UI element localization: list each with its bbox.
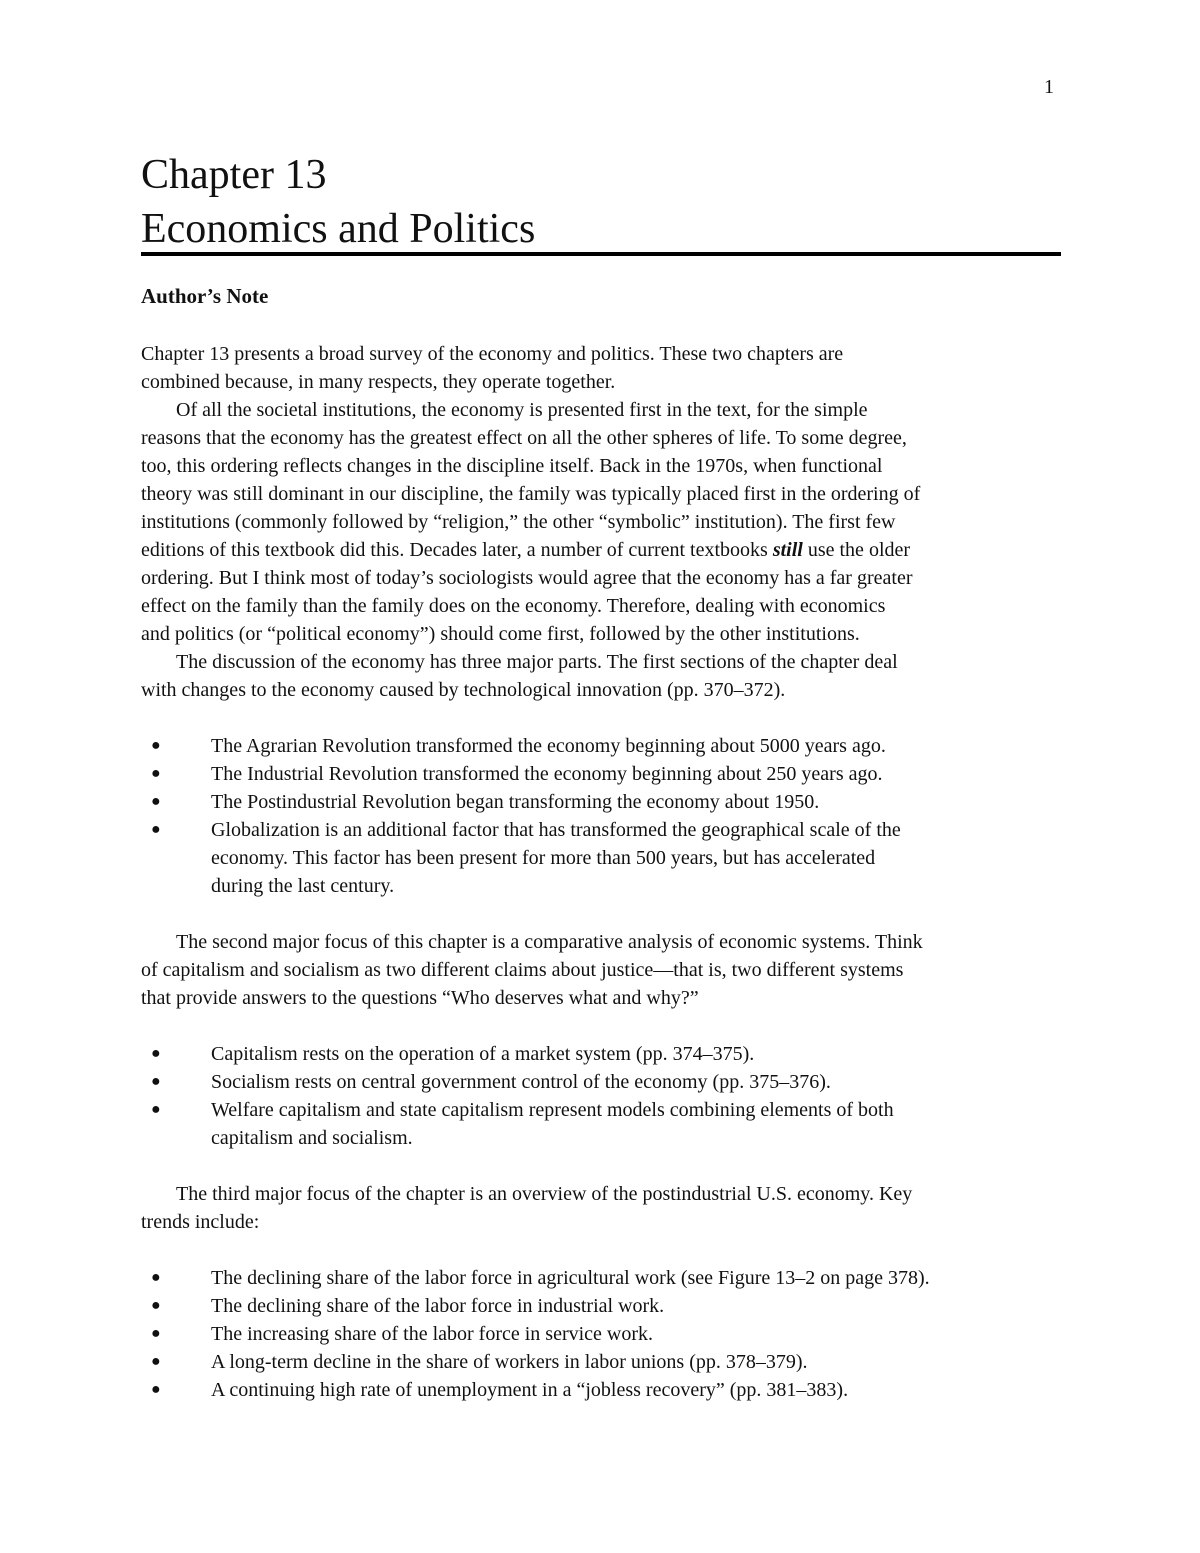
title-rule <box>141 252 1061 256</box>
text-line: The declining share of the labor force in agricultural work (see Figure 13–2 on page 378). <box>211 1267 930 1289</box>
bullet-icon: ● <box>151 1073 161 1090</box>
text-line: Welfare capitalism and state capitalism represent models combining elements of both <box>211 1099 894 1121</box>
body-text <box>141 340 1071 1404</box>
text-line: The declining share of the labor force in industrial work. <box>211 1295 665 1317</box>
list-item <box>141 1376 1071 1404</box>
bullet-icon: ● <box>151 1297 161 1314</box>
text-line: A long-term decline in the share of workers in labor unions (pp. 378–379). <box>211 1351 808 1373</box>
bullet-icon: ● <box>151 1045 161 1062</box>
bullet-list <box>141 1040 1071 1152</box>
text-line <box>141 536 1071 564</box>
chapter-name: Economics and Politics <box>141 206 536 252</box>
list-item <box>141 1264 1071 1292</box>
text-line: institutions (commonly followed by “religion,” the other “symbolic” institution). The first few <box>141 511 896 533</box>
paragraph <box>141 928 1071 956</box>
text-line: trends include: <box>141 1211 260 1233</box>
bullet-icon: ● <box>151 1353 161 1370</box>
text-line: that provide answers to the questions “Who deserves what and why?” <box>141 987 699 1009</box>
text-line: effect on the family than the family does on the economy. Therefore, dealing with economics <box>141 595 886 617</box>
text-line: A continuing high rate of unemployment in a “jobless recovery” (pp. 381–383). <box>211 1379 849 1401</box>
list-item <box>141 732 1071 760</box>
paragraph <box>141 396 1071 648</box>
text-segment: use the older <box>802 539 911 561</box>
text-line: theory was still dominant in our discipline, the family was typically placed first in the ordering of <box>141 483 921 505</box>
list-item <box>141 1320 1071 1348</box>
text-line: The third major focus of the chapter is an overview of the postindustrial U.S. economy. Key <box>176 1183 913 1205</box>
paragraph <box>141 648 1071 704</box>
bullet-icon: ● <box>151 1101 161 1118</box>
text-line: Capitalism rests on the operation of a market system (pp. 374–375). <box>211 1043 755 1065</box>
page-number: 1 <box>1044 76 1054 98</box>
text-line: The Industrial Revolution transformed the economy beginning about 250 years ago. <box>211 763 883 785</box>
text-line: Of all the societal institutions, the economy is presented first in the text, for the simple <box>176 399 868 421</box>
paragraph <box>141 1208 1071 1236</box>
text-line: combined because, in many respects, they operate together. <box>141 371 616 393</box>
text-line: during the last century. <box>211 875 395 897</box>
text-line: Chapter 13 presents a broad survey of the economy and politics. These two chapters are <box>141 343 844 365</box>
text-line: The second major focus of this chapter is a comparative analysis of economic systems. Think <box>176 931 923 953</box>
bullet-icon: ● <box>151 821 161 838</box>
emphasized-text: still <box>772 539 803 561</box>
list-item <box>141 760 1071 788</box>
text-line: with changes to the economy caused by technological innovation (pp. 370–372). <box>141 679 786 701</box>
spacer <box>141 704 1071 732</box>
text-line: The discussion of the economy has three major parts. The first sections of the chapter deal <box>176 651 898 673</box>
list-item <box>141 1068 1071 1096</box>
paragraph <box>141 1180 1071 1208</box>
paragraph <box>141 956 1071 1012</box>
bullet-list <box>141 1264 1071 1404</box>
text-line: too, this ordering reflects changes in the discipline itself. Back in the 1970s, when functional <box>141 455 883 477</box>
list-item <box>141 788 1071 816</box>
chapter-title <box>141 148 535 256</box>
section-heading: Author’s Note <box>141 284 269 308</box>
text-line: The increasing share of the labor force in service work. <box>211 1323 654 1345</box>
list-item <box>141 1348 1071 1376</box>
bullet-icon: ● <box>151 1269 161 1286</box>
text-line: ordering. But I think most of today’s sociologists would agree that the economy has a far greater <box>141 567 913 589</box>
text-line: Globalization is an additional factor that has transformed the geographical scale of the <box>211 819 901 841</box>
spacer <box>141 1236 1071 1264</box>
spacer <box>141 900 1071 928</box>
spacer <box>141 1012 1071 1040</box>
text-line: The Agrarian Revolution transformed the economy beginning about 5000 years ago. <box>211 735 886 757</box>
list-item <box>141 1096 1071 1152</box>
paragraph <box>141 340 1071 396</box>
text-line: and politics (or “political economy”) should come first, followed by the other institutions. <box>141 623 860 645</box>
bullet-list <box>141 732 1071 900</box>
bullet-icon: ● <box>151 1381 161 1398</box>
text-segment: editions of this textbook did this. Decades later, a number of current textbooks <box>141 539 773 561</box>
chapter-number: Chapter 13 <box>141 152 327 198</box>
text-line: capitalism and socialism. <box>211 1127 413 1149</box>
text-line: reasons that the economy has the greatest effect on all the other spheres of life. To some degree, <box>141 427 907 449</box>
bullet-icon: ● <box>151 737 161 754</box>
text-line: of capitalism and socialism as two different claims about justice—that is, two different systems <box>141 959 904 981</box>
bullet-icon: ● <box>151 765 161 782</box>
spacer <box>141 1152 1071 1180</box>
list-item <box>141 1040 1071 1068</box>
list-item <box>141 1292 1071 1320</box>
text-line: Socialism rests on central government control of the economy (pp. 375–376). <box>211 1071 831 1093</box>
bullet-icon: ● <box>151 1325 161 1342</box>
list-item <box>141 816 1071 900</box>
text-line: The Postindustrial Revolution began transforming the economy about 1950. <box>211 791 820 813</box>
text-line: economy. This factor has been present for more than 500 years, but has accelerated <box>211 847 876 869</box>
bullet-icon: ● <box>151 793 161 810</box>
